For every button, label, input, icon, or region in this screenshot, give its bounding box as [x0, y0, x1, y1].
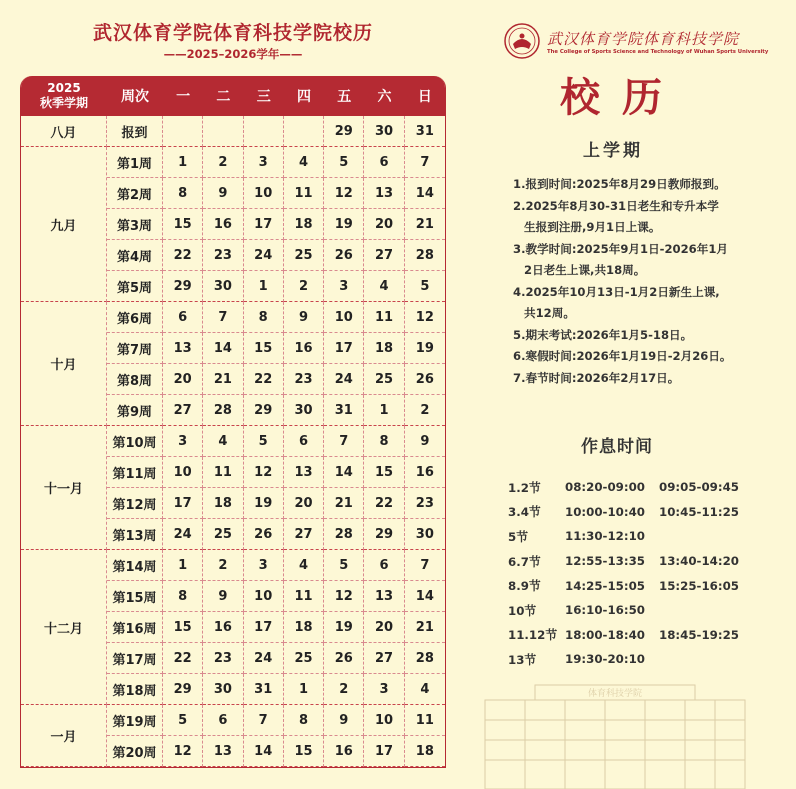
column-header: 周次	[107, 76, 163, 116]
day-cell: 19	[405, 333, 445, 364]
day-cell: 1	[163, 147, 203, 178]
day-cell: 4	[284, 147, 324, 178]
week-cell: 第6周	[107, 302, 163, 333]
week-cell: 第1周	[107, 147, 163, 178]
day-cell: 6	[203, 705, 243, 736]
day-cell: 22	[163, 643, 203, 674]
day-cell: 15	[284, 736, 324, 767]
day-cell: 10	[244, 581, 284, 612]
calendar-heading: 校历	[560, 75, 684, 121]
time-slot-1: 19:30-20:10	[565, 652, 645, 667]
month-cell: 十二月	[21, 550, 107, 705]
day-cell: 16	[284, 333, 324, 364]
semester-heading: 上学期	[583, 141, 643, 161]
day-cell: 2	[203, 550, 243, 581]
day-cell: 27	[163, 395, 203, 426]
day-cell: 7	[405, 147, 445, 178]
day-cell: 8	[284, 705, 324, 736]
day-cell: 12	[405, 302, 445, 333]
day-cell: 23	[203, 240, 243, 271]
week-cell: 第17周	[107, 643, 163, 674]
day-cell: 14	[244, 736, 284, 767]
day-cell: 18	[364, 333, 404, 364]
semester-notes	[513, 174, 732, 389]
week-cell: 第9周	[107, 395, 163, 426]
day-cell: 4	[284, 550, 324, 581]
time-slot-2: 10:45-11:25	[659, 504, 739, 519]
month-cell: 一月	[21, 705, 107, 767]
schedule-row	[508, 623, 739, 648]
day-cell: 2	[284, 271, 324, 302]
day-cell: 21	[405, 209, 445, 240]
column-header: 日	[405, 76, 445, 116]
day-cell: 5	[324, 550, 364, 581]
day-cell: 4	[203, 426, 243, 457]
day-cell: 10	[244, 178, 284, 209]
day-cell: 30	[203, 674, 243, 705]
day-cell: 28	[324, 519, 364, 550]
day-cell: 15	[244, 333, 284, 364]
day-cell: 6	[163, 302, 203, 333]
day-cell: 14	[324, 457, 364, 488]
day-cell: 27	[284, 519, 324, 550]
day-cell: 13	[203, 736, 243, 767]
day-cell: 18	[203, 488, 243, 519]
schedule-row	[508, 573, 739, 598]
day-cell: 30	[405, 519, 445, 550]
week-cell: 第5周	[107, 271, 163, 302]
day-cell: 13	[364, 178, 404, 209]
day-cell: 24	[244, 240, 284, 271]
week-cell: 第18周	[107, 674, 163, 705]
day-cell: 17	[244, 209, 284, 240]
column-header: 六	[364, 76, 404, 116]
day-cell: 26	[324, 643, 364, 674]
note-line: 生报到注册,9月1日上课。	[524, 220, 661, 234]
week-cell: 第20周	[107, 736, 163, 767]
day-cell: 9	[405, 426, 445, 457]
day-cell: 19	[324, 209, 364, 240]
building-sign: 体育科技学院	[587, 689, 643, 699]
day-cell: 25	[284, 643, 324, 674]
day-cell: 1	[284, 674, 324, 705]
note-line: 6.寒假时间:2026年1月19日-2月26日。	[513, 349, 732, 363]
day-cell: 2	[203, 147, 243, 178]
day-cell: 11	[405, 705, 445, 736]
day-cell: 26	[405, 364, 445, 395]
day-cell: 23	[284, 364, 324, 395]
college-name-calligraphy: 武汉体育学院体育科技学院	[547, 29, 740, 48]
month-cell: 十一月	[21, 426, 107, 550]
column-header: 五	[324, 76, 364, 116]
week-cell: 第7周	[107, 333, 163, 364]
week-cell: 第8周	[107, 364, 163, 395]
day-cell: 29	[163, 674, 203, 705]
day-cell: 11	[284, 178, 324, 209]
day-cell: 20	[284, 488, 324, 519]
college-emblem-icon	[503, 22, 541, 60]
day-cell: 14	[203, 333, 243, 364]
day-cell: 2	[324, 674, 364, 705]
week-row	[21, 147, 445, 178]
day-cell: 17	[163, 488, 203, 519]
day-cell: 26	[244, 519, 284, 550]
day-cell: 7	[203, 302, 243, 333]
day-cell: 2	[405, 395, 445, 426]
day-cell: 12	[244, 457, 284, 488]
time-slot-1: 10:00-10:40	[565, 504, 645, 519]
day-cell: 19	[324, 612, 364, 643]
day-cell: 24	[163, 519, 203, 550]
day-cell: 16	[203, 612, 243, 643]
period-label: 13节	[508, 652, 537, 667]
period-label: 11.12节	[508, 628, 558, 643]
note-line: 2.2025年8月30-31日老生和专升本学	[513, 198, 719, 213]
day-cell: 25	[364, 364, 404, 395]
day-cell: 15	[163, 209, 203, 240]
calendar-table	[20, 76, 446, 768]
day-cell: 12	[324, 178, 364, 209]
week-cell: 第11周	[107, 457, 163, 488]
note-line: 7.春节时间:2026年2月17日。	[513, 370, 680, 385]
day-cell: 16	[405, 457, 445, 488]
week-row	[21, 116, 445, 147]
day-cell: 5	[163, 705, 203, 736]
day-cell: 3	[163, 426, 203, 457]
day-cell: 1	[364, 395, 404, 426]
week-cell: 第12周	[107, 488, 163, 519]
week-cell: 第2周	[107, 178, 163, 209]
note-line: 2日老生上课,共18周。	[524, 263, 646, 277]
day-cell: 18	[405, 736, 445, 767]
day-cell: 3	[244, 550, 284, 581]
day-cell: 17	[244, 612, 284, 643]
day-cell: 11	[284, 581, 324, 612]
day-cell: 13	[364, 581, 404, 612]
time-slot-2: 09:05-09:45	[659, 480, 739, 495]
day-cell: 11	[364, 302, 404, 333]
day-cell: 12	[163, 736, 203, 767]
time-slot-1: 08:20-09:00	[565, 480, 645, 495]
day-cell	[203, 116, 243, 147]
day-cell: 20	[163, 364, 203, 395]
day-cell: 6	[364, 550, 404, 581]
day-cell: 5	[244, 426, 284, 457]
time-slot-1: 16:10-16:50	[565, 603, 645, 618]
schedule-row	[508, 500, 739, 525]
semester-header: 2025 秋季学期	[21, 76, 107, 116]
day-cell: 3	[364, 674, 404, 705]
day-cell: 17	[324, 333, 364, 364]
period-label: 5节	[508, 529, 529, 544]
week-cell: 第14周	[107, 550, 163, 581]
note-line: 1.报到时间:2025年8月29日教师报到。	[513, 177, 726, 191]
week-row	[21, 426, 445, 457]
time-slot-1: 14:25-15:05	[565, 578, 645, 593]
week-row	[21, 705, 445, 736]
day-cell: 30	[364, 116, 404, 147]
day-cell	[284, 116, 324, 147]
day-cell: 8	[244, 302, 284, 333]
day-cell: 21	[405, 612, 445, 643]
day-cell: 13	[284, 457, 324, 488]
day-cell: 8	[163, 581, 203, 612]
day-cell: 21	[203, 364, 243, 395]
day-cell: 8	[364, 426, 404, 457]
day-cell: 28	[405, 240, 445, 271]
day-cell: 25	[284, 240, 324, 271]
schedule-heading: 作息时间	[581, 437, 653, 457]
day-cell: 24	[324, 364, 364, 395]
college-logo	[503, 22, 768, 60]
day-cell: 31	[324, 395, 364, 426]
note-line: 4.2025年10月13日-1月2日新生上课,	[513, 284, 720, 299]
month-cell: 九月	[21, 147, 107, 302]
day-cell: 26	[324, 240, 364, 271]
day-cell: 6	[284, 426, 324, 457]
day-cell: 10	[324, 302, 364, 333]
day-cell: 28	[405, 643, 445, 674]
day-cell: 22	[244, 364, 284, 395]
day-cell: 15	[163, 612, 203, 643]
period-label: 3.4节	[508, 505, 541, 520]
period-label: 6.7节	[508, 554, 541, 569]
time-slot-1: 12:55-13:35	[565, 554, 645, 569]
day-cell: 16	[324, 736, 364, 767]
note-line: 5.期末考试:2026年1月5-18日。	[513, 327, 693, 342]
schedule-row	[508, 524, 739, 549]
day-cell: 7	[324, 426, 364, 457]
day-cell: 13	[163, 333, 203, 364]
day-cell: 12	[324, 581, 364, 612]
day-cell: 1	[163, 550, 203, 581]
time-slot-2: 18:45-19:25	[659, 627, 739, 642]
day-cell: 4	[405, 674, 445, 705]
day-cell: 28	[203, 395, 243, 426]
day-cell: 25	[203, 519, 243, 550]
day-cell: 31	[405, 116, 445, 147]
day-cell: 30	[284, 395, 324, 426]
day-cell: 6	[364, 147, 404, 178]
day-cell: 21	[324, 488, 364, 519]
week-cell: 第13周	[107, 519, 163, 550]
day-cell: 7	[405, 550, 445, 581]
week-cell: 第4周	[107, 240, 163, 271]
day-cell: 23	[405, 488, 445, 519]
day-cell: 5	[324, 147, 364, 178]
day-cell: 14	[405, 581, 445, 612]
day-cell: 30	[203, 271, 243, 302]
column-header: 二	[203, 76, 243, 116]
day-cell: 29	[163, 271, 203, 302]
day-cell: 16	[203, 209, 243, 240]
day-cell: 10	[163, 457, 203, 488]
month-cell: 八月	[21, 116, 107, 147]
day-cell: 7	[244, 705, 284, 736]
column-header: 四	[284, 76, 324, 116]
week-cell: 第15周	[107, 581, 163, 612]
week-cell: 第19周	[107, 705, 163, 736]
period-label: 1.2节	[508, 480, 541, 495]
month-cell: 十月	[21, 302, 107, 426]
day-cell: 27	[364, 240, 404, 271]
day-cell: 27	[364, 643, 404, 674]
column-header: 三	[244, 76, 284, 116]
class-schedule	[508, 475, 739, 672]
day-cell: 1	[244, 271, 284, 302]
day-cell: 23	[203, 643, 243, 674]
day-cell: 11	[203, 457, 243, 488]
day-cell: 14	[405, 178, 445, 209]
day-cell: 29	[364, 519, 404, 550]
day-cell: 9	[203, 178, 243, 209]
schedule-row	[508, 598, 739, 623]
day-cell: 24	[244, 643, 284, 674]
day-cell: 5	[405, 271, 445, 302]
week-cell: 第10周	[107, 426, 163, 457]
week-cell: 报到	[107, 116, 163, 147]
note-line: 3.教学时间:2025年9月1日-2026年1月	[513, 241, 729, 256]
period-label: 10节	[508, 603, 537, 618]
day-cell	[163, 116, 203, 147]
time-slot-2: 15:25-16:05	[659, 578, 739, 593]
day-cell: 10	[364, 705, 404, 736]
day-cell	[244, 116, 284, 147]
day-cell: 19	[244, 488, 284, 519]
day-cell: 29	[324, 116, 364, 147]
schedule-row	[508, 549, 739, 574]
week-cell: 第3周	[107, 209, 163, 240]
day-cell: 18	[284, 612, 324, 643]
day-cell: 29	[244, 395, 284, 426]
day-cell: 9	[203, 581, 243, 612]
day-cell: 31	[244, 674, 284, 705]
day-cell: 17	[364, 736, 404, 767]
schedule-row	[508, 647, 739, 672]
week-cell: 第16周	[107, 612, 163, 643]
time-slot-1: 18:00-18:40	[565, 627, 645, 642]
day-cell: 3	[324, 271, 364, 302]
academic-year: ——2025–2026学年——	[163, 47, 303, 61]
day-cell: 4	[364, 271, 404, 302]
period-label: 8.9节	[508, 579, 541, 594]
college-name-english: The College of Sports Science and Technology of Wuhan Sports University	[547, 48, 769, 55]
day-cell: 20	[364, 612, 404, 643]
week-row	[21, 302, 445, 333]
day-cell: 15	[364, 457, 404, 488]
day-cell: 18	[284, 209, 324, 240]
building-illustration	[465, 680, 765, 789]
day-cell: 22	[163, 240, 203, 271]
schedule-row	[508, 475, 739, 500]
day-cell: 20	[364, 209, 404, 240]
day-cell: 3	[244, 147, 284, 178]
day-cell: 9	[324, 705, 364, 736]
day-cell: 9	[284, 302, 324, 333]
week-row	[21, 550, 445, 581]
time-slot-2: 13:40-14:20	[659, 554, 739, 569]
day-cell: 8	[163, 178, 203, 209]
day-cell: 22	[364, 488, 404, 519]
note-line: 共12周。	[524, 306, 575, 320]
page-title: 武汉体育学院体育科技学院校历	[92, 22, 373, 44]
column-header: 一	[163, 76, 203, 116]
time-slot-1: 11:30-12:10	[565, 529, 645, 544]
